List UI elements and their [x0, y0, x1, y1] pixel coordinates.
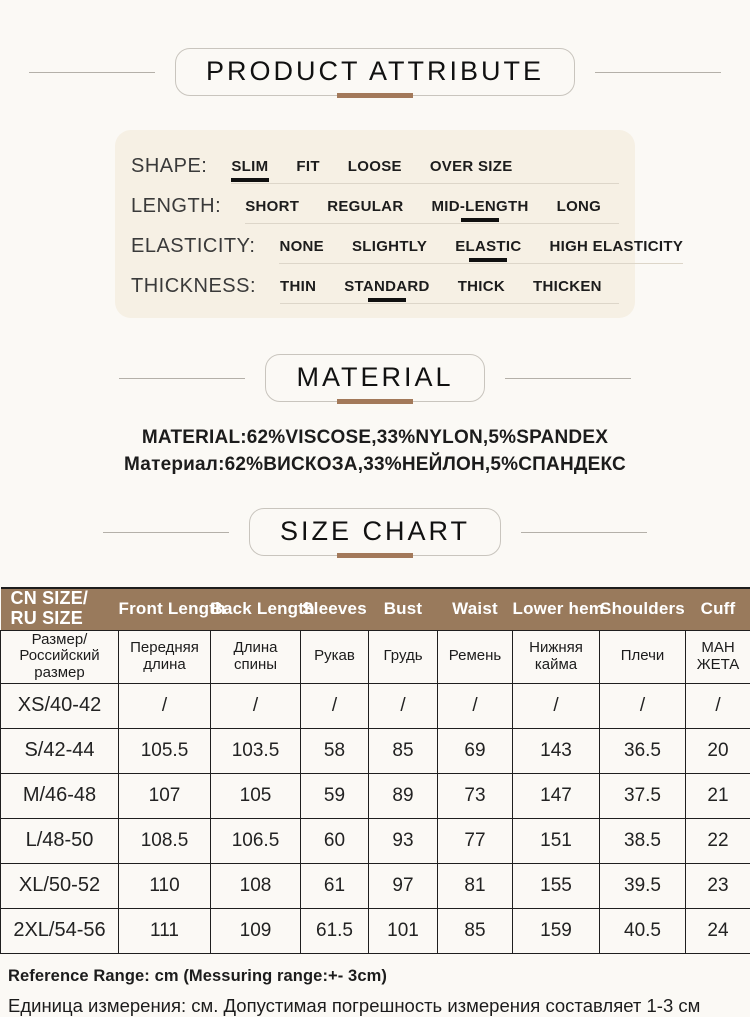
- option-high-elasticity: HIGH ELASTICITY: [549, 238, 683, 255]
- attribute-row-shape: [131, 144, 619, 184]
- cell: 106.5: [211, 818, 301, 863]
- cell: 21: [686, 773, 750, 818]
- col-header-sleeves: Sleeves: [301, 588, 369, 630]
- cell: 89: [369, 773, 438, 818]
- cell: 39.5: [600, 863, 686, 908]
- table-row-2xl: [1, 908, 750, 953]
- material-composition: [0, 424, 750, 478]
- cell: 108.5: [119, 818, 211, 863]
- header-left-line: [103, 532, 229, 533]
- product-attribute-title: PRODUCT ATTRIBUTE: [206, 56, 544, 86]
- attribute-row-length: [131, 184, 619, 224]
- cell: 60: [301, 818, 369, 863]
- header-right-line: [521, 532, 647, 533]
- cell: 159: [513, 908, 600, 953]
- cell: 109: [211, 908, 301, 953]
- cell: 151: [513, 818, 600, 863]
- option-regular: REGULAR: [327, 198, 403, 215]
- cell: 143: [513, 728, 600, 773]
- cell: 40.5: [600, 908, 686, 953]
- col-header-size: CN SIZE/ RU SIZE: [1, 588, 119, 630]
- option-slightly: SLIGHTLY: [352, 238, 427, 255]
- table-header-row-en: [1, 588, 750, 630]
- cell: 69: [438, 728, 513, 773]
- material-title-box: [265, 354, 484, 402]
- col-header-bust: Bust: [369, 588, 438, 630]
- col-header-cuff: Cuff: [686, 588, 750, 630]
- cell: 61: [301, 863, 369, 908]
- header-right-line: [505, 378, 631, 379]
- cell: 37.5: [600, 773, 686, 818]
- header-left-line: [29, 72, 155, 73]
- col-header-lower-hem-ru: Нижняя кайма: [513, 630, 600, 683]
- cell: 81: [438, 863, 513, 908]
- product-attribute-header: [0, 0, 750, 96]
- length-options: [245, 198, 619, 224]
- header-right-line: [595, 72, 721, 73]
- cell: 155: [513, 863, 600, 908]
- table-row-xs: [1, 683, 750, 728]
- material-title: MATERIAL: [296, 362, 453, 392]
- cell: 107: [119, 773, 211, 818]
- col-header-cuff-ru: МАН ЖЕТА: [686, 630, 750, 683]
- table-row-s: [1, 728, 750, 773]
- col-header-back-length-ru: Длина спины: [211, 630, 301, 683]
- shape-options: [231, 158, 619, 184]
- option-elastic: ELASTIC: [455, 238, 521, 255]
- cell: 93: [369, 818, 438, 863]
- cell: 24: [686, 908, 750, 953]
- option-over-size: OVER SIZE: [430, 158, 513, 175]
- thickness-label: THICKNESS:: [131, 275, 256, 304]
- col-header-sleeves-ru: Рукав: [301, 630, 369, 683]
- option-thicken: THICKEN: [533, 278, 602, 295]
- cell: /: [438, 683, 513, 728]
- material-line-ru: Материал:62%ВИСКОЗА,33%НЕЙЛОН,5%СПАНДЕКС: [0, 451, 750, 478]
- col-header-front-length-ru: Передняя длина: [119, 630, 211, 683]
- cell: XS/40-42: [1, 683, 119, 728]
- col-header-shoulders-ru: Плечи: [600, 630, 686, 683]
- table-header-row-ru: [1, 630, 750, 683]
- note-ru: Единица измерения: см. Допустимая погрешность измерения составляет 1-3 см: [8, 995, 742, 1017]
- size-chart-header: [0, 508, 750, 556]
- cell: 77: [438, 818, 513, 863]
- cell: S/42-44: [1, 728, 119, 773]
- option-fit: FIT: [296, 158, 319, 175]
- size-chart-title: SIZE CHART: [280, 516, 470, 546]
- thickness-options: [280, 278, 619, 304]
- material-header: [0, 354, 750, 402]
- cell: 85: [369, 728, 438, 773]
- option-none: NONE: [279, 238, 324, 255]
- attribute-row-thickness: [131, 264, 619, 304]
- col-header-lower-hem: Lower hem: [513, 588, 600, 630]
- cell: 97: [369, 863, 438, 908]
- col-header-size-ru: Размер/ Российский размер: [1, 630, 119, 683]
- cell: 101: [369, 908, 438, 953]
- cell: 61.5: [301, 908, 369, 953]
- option-long: LONG: [557, 198, 602, 215]
- cell: L/48-50: [1, 818, 119, 863]
- option-short: SHORT: [245, 198, 299, 215]
- size-chart-table: [0, 587, 750, 954]
- cell: 58: [301, 728, 369, 773]
- attribute-panel: [115, 130, 635, 318]
- col-header-front-length: Front Length: [119, 588, 211, 630]
- cell: /: [211, 683, 301, 728]
- cell: XL/50-52: [1, 863, 119, 908]
- cell: 110: [119, 863, 211, 908]
- cell: 105.5: [119, 728, 211, 773]
- product-attribute-title-box: [175, 48, 575, 96]
- col-header-shoulders: Shoulders: [600, 588, 686, 630]
- table-row-xl: [1, 863, 750, 908]
- size-chart-title-box: [249, 508, 501, 556]
- option-standard: STANDARD: [344, 278, 429, 295]
- col-header-bust-ru: Грудь: [369, 630, 438, 683]
- cell: 105: [211, 773, 301, 818]
- cell: /: [369, 683, 438, 728]
- cell: M/46-48: [1, 773, 119, 818]
- cell: 147: [513, 773, 600, 818]
- cell: /: [686, 683, 750, 728]
- table-row-m: [1, 773, 750, 818]
- elasticity-options: [279, 238, 683, 264]
- option-thin: THIN: [280, 278, 316, 295]
- attribute-row-elasticity: [131, 224, 619, 264]
- table-row-l: [1, 818, 750, 863]
- length-label: LENGTH:: [131, 195, 221, 224]
- cell: 36.5: [600, 728, 686, 773]
- option-slim: SLIM: [231, 158, 268, 175]
- cell: /: [513, 683, 600, 728]
- title-accent-bar: [337, 93, 413, 98]
- col-header-waist-ru: Ремень: [438, 630, 513, 683]
- cell: 38.5: [600, 818, 686, 863]
- cell: 22: [686, 818, 750, 863]
- option-loose: LOOSE: [348, 158, 402, 175]
- col-header-waist: Waist: [438, 588, 513, 630]
- option-mid-length: MID-LENGTH: [431, 198, 528, 215]
- cell: 111: [119, 908, 211, 953]
- cell: /: [119, 683, 211, 728]
- header-left-line: [119, 378, 245, 379]
- cell: /: [301, 683, 369, 728]
- measurement-notes: [8, 967, 742, 1017]
- cell: 85: [438, 908, 513, 953]
- cell: 20: [686, 728, 750, 773]
- cell: 103.5: [211, 728, 301, 773]
- cell: 2XL/54-56: [1, 908, 119, 953]
- cell: /: [600, 683, 686, 728]
- col-header-back-length: Back Length: [211, 588, 301, 630]
- shape-label: SHAPE:: [131, 155, 207, 184]
- cell: 73: [438, 773, 513, 818]
- cell: 59: [301, 773, 369, 818]
- elasticity-label: ELASTICITY:: [131, 235, 255, 264]
- title-accent-bar: [337, 553, 413, 558]
- title-accent-bar: [337, 399, 413, 404]
- note-en: Reference Range: cm (Messuring range:+- 3cm): [8, 967, 742, 986]
- cell: 108: [211, 863, 301, 908]
- option-thick: THICK: [458, 278, 505, 295]
- material-line-en: MATERIAL:62%VISCOSE,33%NYLON,5%SPANDEX: [0, 424, 750, 451]
- cell: 23: [686, 863, 750, 908]
